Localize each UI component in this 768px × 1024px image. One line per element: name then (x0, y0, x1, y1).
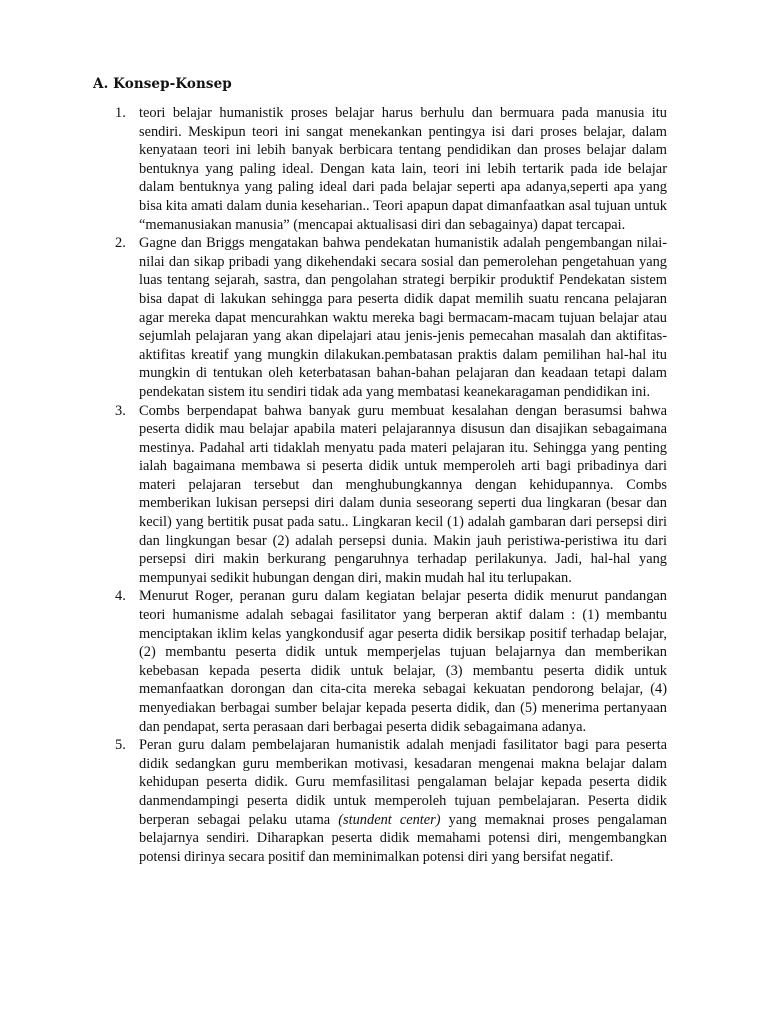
item-number: 2. (115, 235, 126, 252)
section-heading: A. Konsep-Konsep (93, 76, 232, 92)
list-item (115, 104, 667, 234)
item-number: 3. (115, 402, 126, 419)
list-item (115, 234, 667, 401)
concept-list (115, 104, 667, 866)
list-item (115, 736, 667, 866)
item-number: 4. (115, 588, 126, 605)
item-text: Gagne dan Briggs mengatakan bahwa pendekatan humanistik adalah pengembangan nilai-nilai dan sikap pribadi yang dikehendaki secara sosial dan pemerolehan pengetahuan yang luas tentang sejarah, sastra, dan pengolahan strategi berpikir produktif Pendekatan sistem bisa dapat di lakukan sehingga para peserta didik dapat memilih suatu rencana pelajaran agar mereka dapat mencurahkan waktu mereka bagi bermacam-macam tujuan belajar atau sejumlah pelajaran yang akan dipelajari atau jenis-jenis pemecahan masalah dan aktifitas-aktifitas kreatif yang mungkin dilakukan.pembatasan praktis dalam pemilihan hal-hal itu mungkin di tentukan oleh keterbatasan bahan-bahan pelajaran dan keadaan tetapi dalam pendekatan sistem itu sendiri tidak ada yang membatasi keanekaragaman pendidikan ini. (139, 235, 667, 400)
item-text: Combs berpendapat bahwa banyak guru membuat kesalahan dengan berasumsi bahwa peserta didik mau belajar apabila materi pelajarannya disusun dan disajikan sebagaimana mestinya. Padahal arti tidaklah menyatu pada materi pelajaran itu. Sehingga yang penting ialah bagaimana membawa si peserta didik untuk memperoleh arti bagi pribadinya dari materi pelajaran tersebut dan menghubungkannya dengan kehidupannya. Combs memberikan lukisan persepsi diri dalam dunia seseorang seperti dua lingkaran (besar dan kecil) yang bertitik pusat pada satu.. Lingkaran kecil (1) adalah gambaran dari persepsi diri dan lingkungan besar (2) adalah persepsi dunia. Makin jauh peristiwa-peristiwa itu dari persepsi diri makin berkurang pengaruhnya terhadap perilakunya. Jadi, hal-hal yang mempunyai sedikit hubungan dengan diri, makin mudah hal itu terlupakan. (139, 402, 667, 586)
item-text (139, 737, 667, 865)
item-text: Menurut Roger, peranan guru dalam kegiatan belajar peserta didik menurut pandangan teori humanisme adalah sebagai fasilitator yang berperan aktif dalam : (1) membantu menciptakan iklim kelas yangkondusif agar peserta didik bersikap positif terhadap belajar, (2) membantu peserta didik untuk memperjelas tujuan belajarnya dan memberikan kebebasan kepada peserta didik untuk belajar, (3) membantu peserta didik untuk memanfaatkan dorongan dan cita-cita mereka sebagai kekuatan pendorong belajar, (4) menyediakan berbagai sumber belajar kepada peserta didik, dan (5) menerima pertanyaan dan pendapat, serta perasaan dari berbagai peserta didik sebagaimana adanya. (139, 588, 667, 735)
item-text-before: Peran guru dalam pembelajaran humanistik adalah menjadi fasilitator bagi para peserta didik sedangkan guru memberikan motivasi, kesadaran mengenai makna belajar dalam kehidupan peserta didik. Guru memfasilitasi pengalaman belajar kepada peserta didik danmendampingi peserta didik untuk memperoleh tujuan pembelajaran. Peserta didik berperan sebagai pelaku utama (139, 737, 667, 828)
item-text: teori belajar humanistik proses belajar harus berhulu dan bermuara pada manusia itu sendiri. Meskipun teori ini sangat menekankan pentingya isi dari proses belajar, dalam kenyataan teori ini lebih banyak berbicara tentang pendidikan dan proses belajar dalam bentuknya yang paling ideal. Dengan kata lain, teori ini lebih tertarik pada ide belajar dalam bentuknya yang paling ideal dari pada belajar seperti apa adanya,seperti apa yang bisa kita amati dalam dunia keseharian.. Teori apapun dapat dimanfaatkan asal tujuan untuk “memanusiakan manusia” (mencapai aktualisasi diri dan sebagainya) dapat tercapai. (139, 105, 667, 233)
item-text-after: yang memaknai proses pengalaman belajarnya sendiri. Diharapkan peserta didik memahami potensi diri, mengembangkan potensi dirinya secara positif dan meminimalkan potensi diri yang bersifat negatif. (139, 811, 667, 865)
item-text-italic: (stundent center) (338, 811, 441, 828)
list-item (115, 402, 667, 588)
item-number: 1. (115, 105, 126, 121)
list-item (115, 587, 667, 736)
item-number: 5. (115, 737, 126, 754)
